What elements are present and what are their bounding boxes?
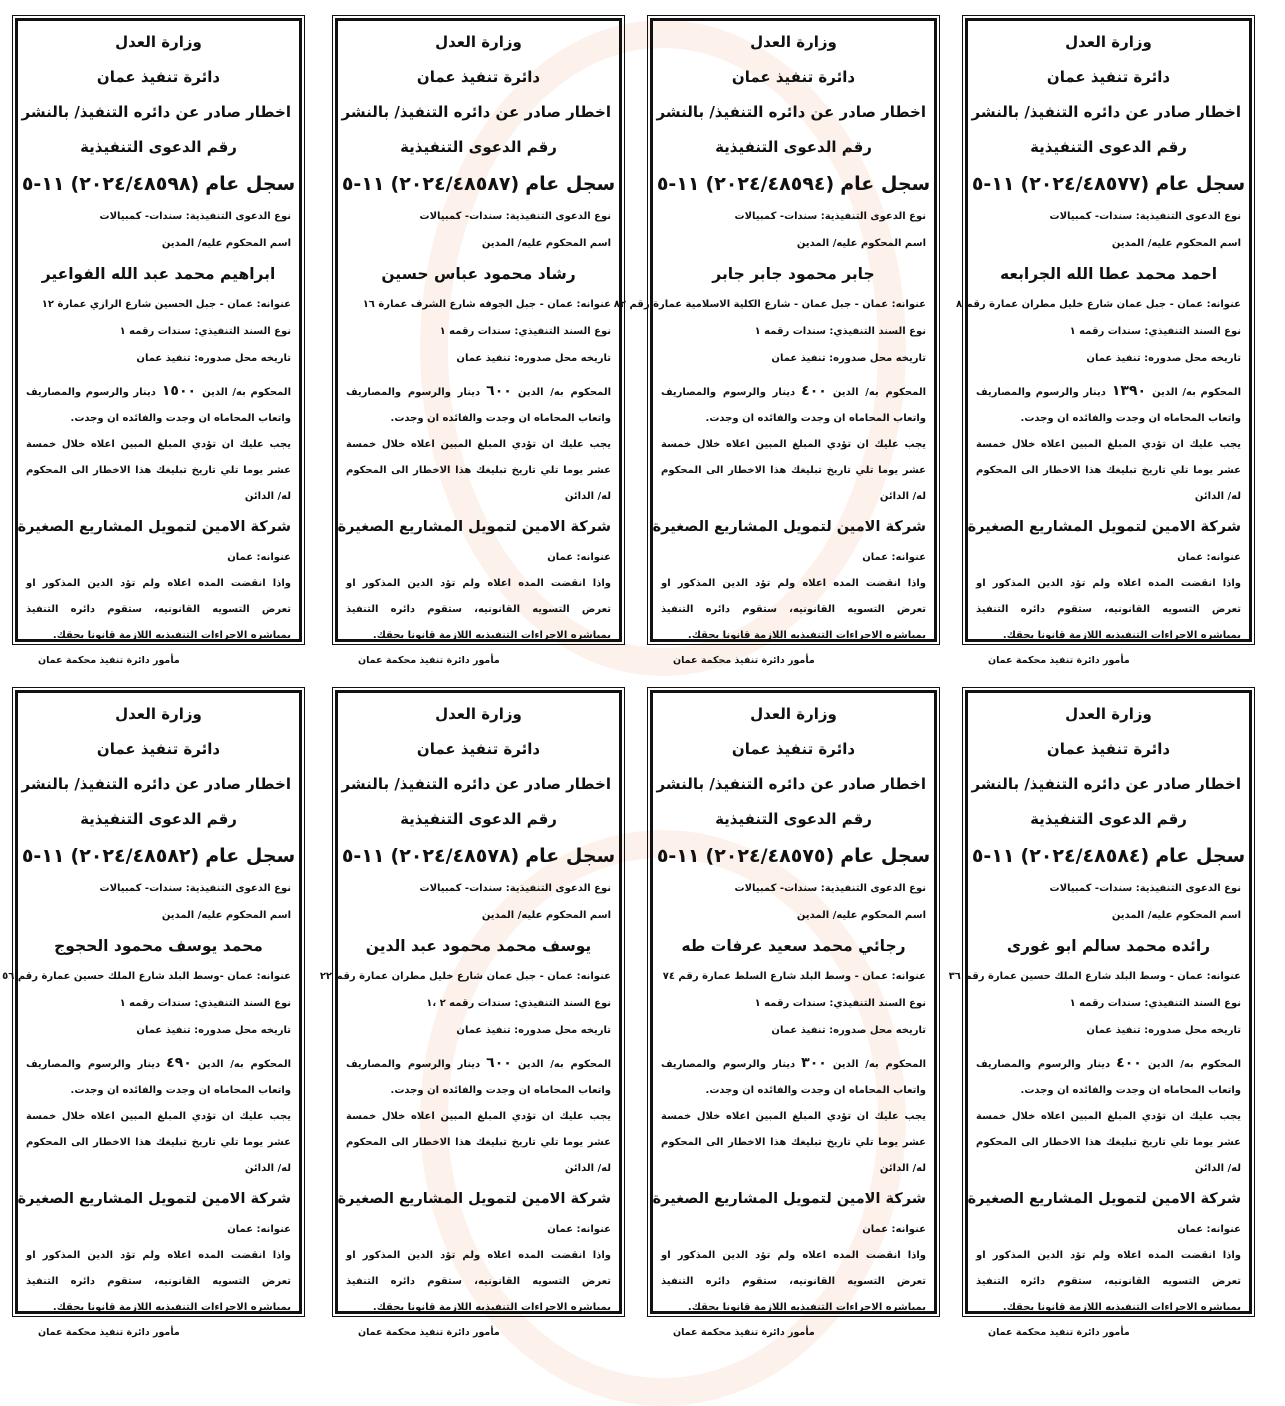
warning-paragraph: واذا انقضت المده اعلاه ولم تؤد الدين المذكور او تعرض التسويه القانونيه، ستقوم دائره التنفيذ بمباشره الاجراءات التنفيذيه اللازمة قانونا بحقك. <box>661 578 926 641</box>
footer-signature: مأمور دائرة تنفيذ محكمة عمان <box>358 1327 500 1338</box>
issue-place: تاريخه محل صدوره: تنفيذ عمان <box>771 353 926 364</box>
debtor-label: اسم المحكوم عليه/ المدين <box>1111 910 1241 921</box>
creditor-address: عنوانه: عمان <box>227 1224 291 1235</box>
instrument-type: نوع السند التنفيذي: سندات رقمه ١ <box>119 326 291 337</box>
amount-suffix: دينار والرسوم والمصاريف واتعاب المحاماه ان وجدت والفائده ان وجدت. <box>346 387 611 424</box>
creditor-address: عنوانه: عمان <box>862 552 926 563</box>
case-prefix: ١١-٥ <box>656 173 700 195</box>
amount-suffix: دينار والرسوم والمصاريف واتعاب المحاماه ان وجدت والفائده ان وجدت. <box>26 387 291 424</box>
case-type: نوع الدعوى التنفيذية: سندات- كمبيالات <box>99 883 291 894</box>
case-number-line <box>341 165 616 203</box>
case-label: رقم الدعوى التنفيذية <box>715 810 872 828</box>
debtor-address: عنوانه: عمان - جبل عمان - شارع الكلية الاسلامية عمارة رقم ٨٢ <box>613 299 926 310</box>
payment-notice: يجب عليك ان تؤدي المبلغ المبين اعلاه خلال خمسة عشر يوما تلي تاريخ تبليغك هذا الاخطار الى المحكوم له/ الدائن <box>976 1111 1241 1174</box>
payment-notice: يجب عليك ان تؤدي المبلغ المبين اعلاه خلال خمسة عشر يوما تلي تاريخ تبليغك هذا الاخطار الى المحكوم له/ الدائن <box>346 1111 611 1174</box>
ministry: وزارة العدل <box>750 705 837 723</box>
case-type: نوع الدعوى التنفيذية: سندات- كمبيالات <box>734 883 926 894</box>
warning-paragraph: واذا انقضت المده اعلاه ولم تؤد الدين المذكور او تعرض التسويه القانونيه، ستقوم دائره التنفيذ بمباشره الاجراءات التنفيذيه اللازمة قانونا بحقك. <box>26 1250 291 1313</box>
creditor-name: شركة الامين لتمويل المشاريع الصغيرة <box>967 1191 1241 1207</box>
department: دائرة تنفيذ عمان <box>731 68 856 86</box>
creditor-address: عنوانه: عمان <box>547 1224 611 1235</box>
amount-paragraph <box>976 378 1241 432</box>
department: دائرة تنفيذ عمان <box>96 68 221 86</box>
issue-place: تاريخه محل صدوره: تنفيذ عمان <box>136 353 291 364</box>
notice-box <box>2 690 302 1338</box>
issue-place: تاريخه محل صدوره: تنفيذ عمان <box>1086 1025 1241 1036</box>
issue-place: تاريخه محل صدوره: تنفيذ عمان <box>136 1025 291 1036</box>
debtor-label: اسم المحكوم عليه/ المدين <box>796 910 926 921</box>
amount-suffix: دينار والرسوم والمصاريف واتعاب المحاماه ان وجدت والفائده ان وجدت. <box>976 1059 1241 1096</box>
case-number-line <box>656 837 931 875</box>
amount-paragraph <box>346 1050 611 1104</box>
case-suffix: سجل عام <box>840 173 931 195</box>
creditor-name: شركة الامين لتمويل المشاريع الصغيرة <box>652 519 926 535</box>
amount-prefix: المحكوم به/ الدين <box>202 387 291 398</box>
ministry: وزارة العدل <box>750 33 837 51</box>
footer-signature: مأمور دائرة تنفيذ محكمة عمان <box>358 655 500 666</box>
amount-prefix: المحكوم به/ الدين <box>1152 387 1241 398</box>
notice-box <box>955 18 1252 666</box>
amount-suffix: دينار والرسوم والمصاريف واتعاب المحاماه ان وجدت والفائده ان وجدت. <box>346 1059 611 1096</box>
amount-prefix: المحكوم به/ الدين <box>517 1059 611 1070</box>
notice-box <box>948 690 1252 1338</box>
notice-title: اخطار صادر عن دائره التنفيذ/ بالنشر <box>21 775 291 793</box>
ministry: وزارة العدل <box>115 705 202 723</box>
case-number: (٢٠٢٤/٤٨٥٩٤) <box>705 173 835 195</box>
creditor-address: عنوانه: عمان <box>547 552 611 563</box>
amount-prefix: المحكوم به/ الدين <box>517 387 611 398</box>
case-type: نوع الدعوى التنفيذية: سندات- كمبيالات <box>99 211 291 222</box>
instrument-type: نوع السند التنفيذي: سندات رقمه ١ <box>439 326 611 337</box>
amount-paragraph <box>346 378 611 432</box>
department: دائرة تنفيذ عمان <box>1046 68 1171 86</box>
debt-amount: ٤٩٠ <box>166 1055 192 1071</box>
debtor-address: عنوانه: عمان - جبل الحسين شارع الرازي عمارة ١٢ <box>41 299 291 310</box>
warning-paragraph: واذا انقضت المده اعلاه ولم تؤد الدين المذكور او تعرض التسويه القانونيه، ستقوم دائره التنفيذ بمباشره الاجراءات التنفيذيه اللازمة قانونا بحقك. <box>346 1250 611 1313</box>
creditor-address: عنوانه: عمان <box>862 1224 926 1235</box>
notice-box <box>15 18 302 666</box>
warning-paragraph: واذا انقضت المده اعلاه ولم تؤد الدين المذكور او تعرض التسويه القانونيه، ستقوم دائره التنفيذ بمباشره الاجراءات التنفيذيه اللازمة قانونا بحقك. <box>346 578 611 641</box>
case-suffix: سجل عام <box>840 845 931 867</box>
debtor-address: عنوانه: عمان - جبل عمان شارع خليل مطران عمارة رقم ٢٢ <box>319 971 611 982</box>
case-type: نوع الدعوى التنفيذية: سندات- كمبيالات <box>734 211 926 222</box>
amount-prefix: المحكوم به/ الدين <box>832 1059 926 1070</box>
warning-paragraph: واذا انقضت المده اعلاه ولم تؤد الدين المذكور او تعرض التسويه القانونيه، ستقوم دائره التنفيذ بمباشره الاجراءات التنفيذيه اللازمة قانونا بحقك. <box>976 578 1241 641</box>
creditor-name: شركة الامين لتمويل المشاريع الصغيرة <box>337 1191 611 1207</box>
case-prefix: ١١-٥ <box>21 845 65 867</box>
case-prefix: ١١-٥ <box>21 173 65 195</box>
creditor-name: شركة الامين لتمويل المشاريع الصغيرة <box>17 1191 291 1207</box>
case-suffix: سجل عام <box>525 173 616 195</box>
creditor-name: شركة الامين لتمويل المشاريع الصغيرة <box>337 519 611 535</box>
case-type: نوع الدعوى التنفيذية: سندات- كمبيالات <box>1049 211 1241 222</box>
notice-title: اخطار صادر عن دائره التنفيذ/ بالنشر <box>341 103 611 121</box>
debtor-label: اسم المحكوم عليه/ المدين <box>161 910 291 921</box>
case-type: نوع الدعوى التنفيذية: سندات- كمبيالات <box>419 883 611 894</box>
debt-amount: ١٥٠٠ <box>161 383 197 399</box>
amount-prefix: المحكوم به/ الدين <box>832 387 926 398</box>
case-number: (٢٠٢٤/٤٨٥٨٧) <box>390 173 520 195</box>
payment-notice: يجب عليك ان تؤدي المبلغ المبين اعلاه خلال خمسة عشر يوما تلي تاريخ تبليغك هذا الاخطار الى المحكوم له/ الدائن <box>26 1111 291 1174</box>
amount-paragraph <box>26 378 291 432</box>
amount-prefix: المحكوم به/ الدين <box>1147 1059 1241 1070</box>
debtor-name: ابراهيم محمد عبد الله الفواعير <box>41 265 276 283</box>
instrument-type: نوع السند التنفيذي: سندات رقمه ١ <box>754 326 926 337</box>
case-label: رقم الدعوى التنفيذية <box>715 138 872 156</box>
amount-paragraph <box>976 1050 1241 1104</box>
footer-signature: مأمور دائرة تنفيذ محكمة عمان <box>988 655 1130 666</box>
creditor-address: عنوانه: عمان <box>1177 552 1241 563</box>
issue-place: تاريخه محل صدوره: تنفيذ عمان <box>456 353 611 364</box>
amount-suffix: دينار والرسوم والمصاريف واتعاب المحاماه ان وجدت والفائده ان وجدت. <box>26 1059 291 1096</box>
issue-place: تاريخه محل صدوره: تنفيذ عمان <box>1086 353 1241 364</box>
ministry: وزارة العدل <box>1065 33 1152 51</box>
case-type: نوع الدعوى التنفيذية: سندات- كمبيالات <box>419 211 611 222</box>
debtor-name: محمد يوسف محمود الحجوج <box>54 937 263 955</box>
debtor-name: رشاد محمود عباس حسين <box>381 265 576 283</box>
debt-amount: ٤٠٠ <box>801 383 827 399</box>
amount-suffix: دينار والرسوم والمصاريف واتعاب المحاماه ان وجدت والفائده ان وجدت. <box>661 387 926 424</box>
department: دائرة تنفيذ عمان <box>96 740 221 758</box>
debtor-name: رائده محمد سالم ابو غورى <box>1006 937 1211 955</box>
debt-amount: ١٣٩٠ <box>1111 383 1147 399</box>
notice-title: اخطار صادر عن دائره التنفيذ/ بالنشر <box>971 103 1241 121</box>
ministry: وزارة العدل <box>435 705 522 723</box>
notice-title: اخطار صادر عن دائره التنفيذ/ بالنشر <box>21 103 291 121</box>
payment-notice: يجب عليك ان تؤدي المبلغ المبين اعلاه خلال خمسة عشر يوما تلي تاريخ تبليغك هذا الاخطار الى المحكوم له/ الدائن <box>661 1111 926 1174</box>
debt-amount: ٣٠٠ <box>801 1055 827 1071</box>
debt-amount: ٦٠٠ <box>486 1055 512 1071</box>
case-type: نوع الدعوى التنفيذية: سندات- كمبيالات <box>1049 883 1241 894</box>
case-label: رقم الدعوى التنفيذية <box>80 810 237 828</box>
case-number-line <box>971 837 1246 875</box>
case-number: (٢٠٢٤/٤٨٥٧٧) <box>1020 173 1150 195</box>
case-prefix: ١١-٥ <box>971 845 1015 867</box>
creditor-name: شركة الامين لتمويل المشاريع الصغيرة <box>652 1191 926 1207</box>
case-suffix: سجل عام <box>205 845 296 867</box>
payment-notice: يجب عليك ان تؤدي المبلغ المبين اعلاه خلال خمسة عشر يوما تلي تاريخ تبليغك هذا الاخطار الى المحكوم له/ الدائن <box>346 439 611 502</box>
debtor-label: اسم المحكوم عليه/ المدين <box>481 910 611 921</box>
notice-box <box>319 690 622 1338</box>
debtor-address: عنوانه: عمان - وسط البلد شارع السلط عمارة رقم ٧٤ <box>662 971 926 982</box>
debtor-address: عنوانه: عمان - جبل الجوفه شارع الشرف عمارة ١٦ <box>362 299 611 310</box>
footer-signature: مأمور دائرة تنفيذ محكمة عمان <box>988 1327 1130 1338</box>
ministry: وزارة العدل <box>115 33 202 51</box>
debtor-label: اسم المحكوم عليه/ المدين <box>796 238 926 249</box>
case-number-line <box>341 837 616 875</box>
payment-notice: يجب عليك ان تؤدي المبلغ المبين اعلاه خلال خمسة عشر يوما تلي تاريخ تبليغك هذا الاخطار الى المحكوم له/ الدائن <box>26 439 291 502</box>
instrument-type: نوع السند التنفيذي: سندات رقمه ١ <box>1069 998 1241 1009</box>
case-number-line <box>21 165 296 203</box>
debt-amount: ٦٠٠ <box>486 383 512 399</box>
debtor-name: جابر محمود جابر جابر <box>712 265 875 283</box>
case-label: رقم الدعوى التنفيذية <box>80 138 237 156</box>
case-prefix: ١١-٥ <box>656 845 700 867</box>
footer-signature: مأمور دائرة تنفيذ محكمة عمان <box>673 655 815 666</box>
department: دائرة تنفيذ عمان <box>731 740 856 758</box>
department: دائرة تنفيذ عمان <box>416 68 541 86</box>
case-prefix: ١١-٥ <box>341 173 385 195</box>
notice-title: اخطار صادر عن دائره التنفيذ/ بالنشر <box>656 103 926 121</box>
notice-title: اخطار صادر عن دائره التنفيذ/ بالنشر <box>971 775 1241 793</box>
debtor-label: اسم المحكوم عليه/ المدين <box>481 238 611 249</box>
debt-amount: ٤٠٠ <box>1116 1055 1142 1071</box>
footer-signature: مأمور دائرة تنفيذ محكمة عمان <box>38 655 180 666</box>
creditor-address: عنوانه: عمان <box>1177 1224 1241 1235</box>
debtor-address: عنوانه: عمان -وسط البلد شارع الملك حسين عمارة رقم ٥٦ <box>2 971 291 982</box>
case-number-line <box>971 165 1246 203</box>
case-number: (٢٠٢٤/٤٨٥٨٤) <box>1020 845 1150 867</box>
notice-box <box>613 18 937 666</box>
case-number: (٢٠٢٤/٤٨٥٨٢) <box>70 845 200 867</box>
debtor-label: اسم المحكوم عليه/ المدين <box>161 238 291 249</box>
notice-title: اخطار صادر عن دائره التنفيذ/ بالنشر <box>341 775 611 793</box>
issue-place: تاريخه محل صدوره: تنفيذ عمان <box>456 1025 611 1036</box>
case-label: رقم الدعوى التنفيذية <box>1030 138 1187 156</box>
creditor-address: عنوانه: عمان <box>227 552 291 563</box>
case-number: (٢٠٢٤/٤٨٥٧٥) <box>705 845 835 867</box>
amount-paragraph <box>661 1050 926 1104</box>
case-prefix: ١١-٥ <box>971 173 1015 195</box>
notice-box <box>335 18 622 666</box>
warning-paragraph: واذا انقضت المده اعلاه ولم تؤد الدين المذكور او تعرض التسويه القانونيه، ستقوم دائره التنفيذ بمباشره الاجراءات التنفيذيه اللازمة قانونا بحقك. <box>26 578 291 641</box>
debtor-name: رجائي محمد سعيد عرفات طه <box>681 937 906 955</box>
case-number: (٢٠٢٤/٤٨٥٩٨) <box>70 173 200 195</box>
case-number-line <box>656 165 931 203</box>
department: دائرة تنفيذ عمان <box>1046 740 1171 758</box>
debtor-name: احمد محمد عطا الله الجرابعه <box>999 265 1218 283</box>
instrument-type: نوع السند التنفيذي: سندات رقمه ١ <box>119 998 291 1009</box>
case-label: رقم الدعوى التنفيذية <box>400 810 557 828</box>
debtor-label: اسم المحكوم عليه/ المدين <box>1111 238 1241 249</box>
amount-prefix: المحكوم به/ الدين <box>197 1059 291 1070</box>
amount-paragraph <box>661 378 926 432</box>
payment-notice: يجب عليك ان تؤدي المبلغ المبين اعلاه خلال خمسة عشر يوما تلي تاريخ تبليغك هذا الاخطار الى المحكوم له/ الدائن <box>976 439 1241 502</box>
debtor-address: عنوانه: عمان - جبل عمان شارع خليل مطران عمارة رقم ٨ <box>955 299 1241 310</box>
debtor-name: يوسف محمد محمود عبد الدين <box>365 937 592 955</box>
issue-place: تاريخه محل صدوره: تنفيذ عمان <box>771 1025 926 1036</box>
payment-notice: يجب عليك ان تؤدي المبلغ المبين اعلاه خلال خمسة عشر يوما تلي تاريخ تبليغك هذا الاخطار الى المحكوم له/ الدائن <box>661 439 926 502</box>
case-suffix: سجل عام <box>1155 173 1246 195</box>
amount-paragraph <box>26 1050 291 1104</box>
creditor-name: شركة الامين لتمويل المشاريع الصغيرة <box>967 519 1241 535</box>
case-suffix: سجل عام <box>525 845 616 867</box>
case-number: (٢٠٢٤/٤٨٥٧٨) <box>390 845 520 867</box>
instrument-type: نوع السند التنفيذي: سندات رقمه ٢ ،١ <box>426 998 611 1009</box>
warning-paragraph: واذا انقضت المده اعلاه ولم تؤد الدين المذكور او تعرض التسويه القانونيه، ستقوم دائره التنفيذ بمباشره الاجراءات التنفيذيه اللازمة قانونا بحقك. <box>661 1250 926 1313</box>
case-label: رقم الدعوى التنفيذية <box>400 138 557 156</box>
department: دائرة تنفيذ عمان <box>416 740 541 758</box>
notice-box <box>650 690 937 1338</box>
creditor-name: شركة الامين لتمويل المشاريع الصغيرة <box>17 519 291 535</box>
case-suffix: سجل عام <box>205 173 296 195</box>
ministry: وزارة العدل <box>435 33 522 51</box>
footer-signature: مأمور دائرة تنفيذ محكمة عمان <box>38 1327 180 1338</box>
instrument-type: نوع السند التنفيذي: سندات رقمه ١ <box>754 998 926 1009</box>
warning-paragraph: واذا انقضت المده اعلاه ولم تؤد الدين المذكور او تعرض التسويه القانونيه، ستقوم دائره التنفيذ بمباشره الاجراءات التنفيذيه اللازمة قانونا بحقك. <box>976 1250 1241 1313</box>
case-label: رقم الدعوى التنفيذية <box>1030 810 1187 828</box>
case-prefix: ١١-٥ <box>341 845 385 867</box>
footer-signature: مأمور دائرة تنفيذ محكمة عمان <box>673 1327 815 1338</box>
notice-title: اخطار صادر عن دائره التنفيذ/ بالنشر <box>656 775 926 793</box>
ministry: وزارة العدل <box>1065 705 1152 723</box>
amount-suffix: دينار والرسوم والمصاريف واتعاب المحاماه ان وجدت والفائده ان وجدت. <box>976 387 1241 424</box>
case-suffix: سجل عام <box>1155 845 1246 867</box>
debtor-address: عنوانه: عمان - وسط البلد شارع الملك حسين عمارة رقم ٣٦ <box>948 971 1241 982</box>
instrument-type: نوع السند التنفيذي: سندات رقمه ١ <box>1069 326 1241 337</box>
amount-suffix: دينار والرسوم والمصاريف واتعاب المحاماه ان وجدت والفائده ان وجدت. <box>661 1059 926 1096</box>
case-number-line <box>21 837 296 875</box>
